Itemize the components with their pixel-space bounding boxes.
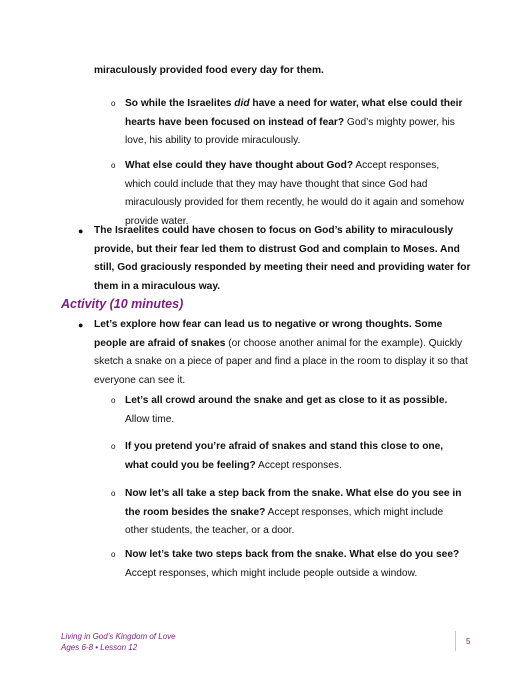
bullet-2 bbox=[94, 316, 472, 390]
activity-step-3-response: Accept responses, which might include other students, the teacher, or a door. bbox=[125, 506, 444, 537]
activity-step-1 bbox=[125, 392, 467, 429]
question-1 bbox=[125, 95, 467, 151]
bullet-2-response: (or choose another animal for the example). Quickly sketch a snake on a piece of paper and find a place in the room to display it so that everyone can see it. bbox=[94, 337, 468, 386]
question-1-emphasis: did bbox=[234, 98, 250, 109]
intro-line bbox=[94, 62, 474, 81]
activity-step-3 bbox=[125, 485, 467, 541]
disc-bullet-icon: ● bbox=[78, 320, 84, 330]
question-1-bold-a: So while the Israelites bbox=[125, 98, 235, 109]
footer-subtitle: Ages 6-8 • Lesson 12 bbox=[61, 643, 138, 652]
activity-step-4 bbox=[125, 546, 467, 583]
activity-step-4-bold: Now let’s take two steps back from the snake. What else do you see? bbox=[125, 549, 460, 560]
activity-step-3-bold: Now let’s all take a step back from the snake. What else do you see in the room besides the snake? bbox=[125, 488, 462, 518]
bullet-1-text: The Israelites could have chosen to focus on God’s ability to miraculously provide, but their fear led them to distrust God and complain to Moses. And still, God graciously responded by meeting their need and providing water for them in a miraculous way. bbox=[94, 225, 471, 292]
circle-bullet-icon: o bbox=[111, 161, 116, 170]
activity-heading: Activity (10 minutes) bbox=[61, 297, 184, 311]
circle-bullet-icon: o bbox=[111, 396, 116, 405]
page-number: 5 bbox=[466, 637, 471, 646]
bullet-1 bbox=[94, 222, 474, 296]
question-1-bold-b: have a need for water, what else could their hearts have been focused on instead of fear? bbox=[125, 98, 463, 128]
footer-title: Living in God’s Kingdom of Love bbox=[61, 632, 176, 641]
activity-step-1-bold: Let’s all crowd around the snake and get as close to it as possible. bbox=[125, 395, 448, 406]
question-1-response: God’s mighty power, his love, his ability to provide miraculously. bbox=[125, 116, 455, 147]
activity-step-2-bold: If you pretend you’re afraid of snakes and stand this close to one, what could you be feeling? bbox=[125, 441, 444, 471]
circle-bullet-icon: o bbox=[111, 442, 116, 451]
bullet-2-bold: Let’s explore how fear can lead us to negative or wrong thoughts. Some people are afraid of snakes bbox=[94, 319, 443, 349]
circle-bullet-icon: o bbox=[111, 489, 116, 498]
activity-step-4-response: Accept responses, which might include people outside a window. bbox=[125, 567, 418, 579]
circle-bullet-icon: o bbox=[111, 550, 116, 559]
circle-bullet-icon: o bbox=[111, 99, 116, 108]
question-2-response: Accept responses, which could include that they may have thought that since God had miraculously provided for them recently, he would do it again and somehow provide water. bbox=[125, 160, 465, 227]
activity-step-1-response: Allow time. bbox=[125, 413, 175, 425]
activity-step-2-response: Accept responses. bbox=[255, 459, 342, 471]
disc-bullet-icon: ● bbox=[78, 226, 84, 236]
question-2 bbox=[125, 157, 467, 231]
intro-line-text: miraculously provided food every day for them. bbox=[94, 65, 324, 76]
question-2-bold: What else could they have thought about God? bbox=[125, 160, 354, 171]
footer-divider bbox=[455, 631, 456, 651]
activity-step-2 bbox=[125, 438, 467, 475]
